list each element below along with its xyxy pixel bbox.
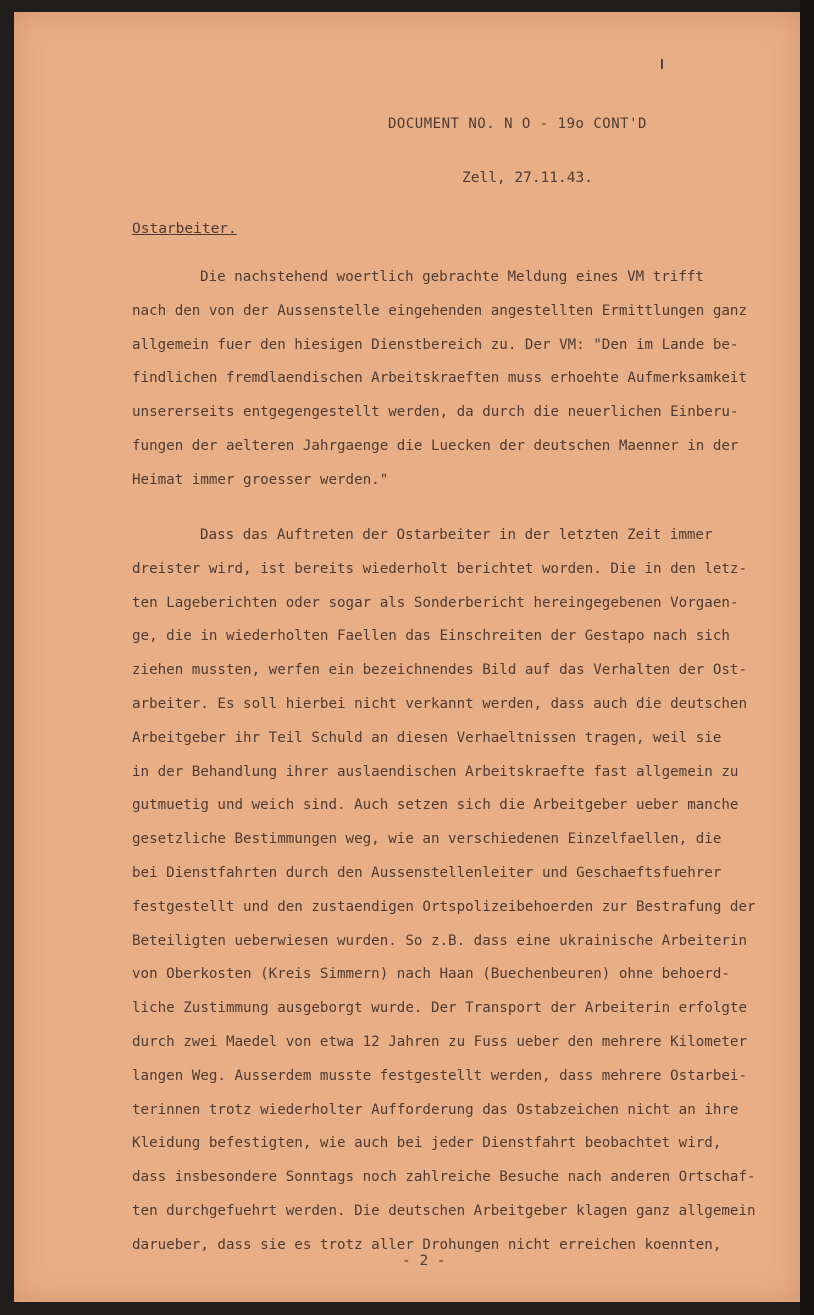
- text-line: Beteiligten ueberwiesen wurden. So z.B. dass eine ukrainische Arbeiterin: [132, 932, 747, 949]
- text-line: terinnen trotz wiederholter Aufforderung das Ostabzeichen nicht an ihre: [132, 1101, 739, 1118]
- text-line: findlichen fremdlaendischen Arbeitskraeften muss erhoehte Aufmerksamkeit: [132, 370, 747, 387]
- corner-mark: [661, 59, 663, 69]
- text-line: ten Lageberichten oder sogar als Sonderbericht hereingegebenen Vorgaen-: [132, 594, 739, 611]
- text-line: von Oberkosten (Kreis Simmern) nach Haan (Buechenbeuren) ohne behoerd-: [132, 966, 730, 983]
- text-line: unsererseits entgegengestellt werden, da durch die neuerlichen Einberu-: [132, 404, 739, 421]
- paragraph-1: [132, 261, 747, 498]
- text-line: fungen der aelteren Jahrgaenge die Luecken der deutschen Maenner in der: [132, 437, 739, 454]
- text-line: darueber, dass sie es trotz aller Drohungen nicht erreichen koennten,: [132, 1236, 722, 1253]
- paragraph-2: [132, 519, 756, 1263]
- text-line: gutmuetig und weich sind. Auch setzen sich die Arbeitgeber ueber manche: [132, 797, 739, 814]
- date-line: Zell, 27.11.43.: [462, 170, 593, 186]
- text-line: Dass das Auftreten der Ostarbeiter in der letzten Zeit immer: [200, 527, 713, 543]
- text-line: dass insbesondere Sonntags noch zahlreiche Besuche nach anderen Ortschaf-: [132, 1169, 756, 1186]
- text-line: durch zwei Maedel von etwa 12 Jahren zu Fuss ueber den mehrere Kilometer: [132, 1033, 747, 1050]
- text-line: ge, die in wiederholten Faellen das Einschreiten der Gestapo nach sich: [132, 628, 730, 645]
- text-line: nach den von der Aussenstelle eingehenden angestellten Ermittlungen ganz: [132, 302, 747, 319]
- text-line: langen Weg. Ausserdem musste festgestellt werden, dass mehrere Ostarbei-: [132, 1067, 747, 1084]
- text-line: Arbeitgeber ihr Teil Schuld an diesen Verhaeltnissen tragen, weil sie: [132, 729, 722, 746]
- text-line: ten durchgefuehrt werden. Die deutschen Arbeitgeber klagen ganz allgemein: [132, 1202, 756, 1219]
- scan-border: [800, 0, 814, 1315]
- page-number: - 2 -: [402, 1253, 446, 1269]
- text-line: dreister wird, ist bereits wiederholt berichtet worden. Die in den letz-: [132, 560, 747, 577]
- text-line: bei Dienstfahrten durch den Aussenstellenleiter und Geschaeftsfuehrer: [132, 864, 722, 881]
- text-line: allgemein fuer den hiesigen Dienstbereich zu. Der VM: "Den im Lande be-: [132, 336, 739, 353]
- section-heading: Ostarbeiter.: [132, 221, 237, 237]
- text-line: gesetzliche Bestimmungen weg, wie an verschiedenen Einzelfaellen, die: [132, 831, 722, 848]
- document-number: DOCUMENT NO. N O - 19o CONT'D: [388, 116, 647, 132]
- text-line: Heimat immer groesser werden.": [132, 471, 389, 488]
- text-line: liche Zustimmung ausgeborgt wurde. Der Transport der Arbeiterin erfolgte: [132, 1000, 747, 1017]
- document-page: [14, 12, 800, 1302]
- text-line: festgestellt und den zustaendigen Ortspolizeibehoerden zur Bestrafung der: [132, 898, 756, 915]
- text-line: Die nachstehend woertlich gebrachte Meldung eines VM trifft: [200, 269, 704, 285]
- text-line: ziehen mussten, werfen ein bezeichnendes Bild auf das Verhalten der Ost-: [132, 662, 747, 679]
- text-line: Kleidung befestigten, wie auch bei jeder Dienstfahrt beobachtet wird,: [132, 1135, 722, 1152]
- text-line: in der Behandlung ihrer auslaendischen Arbeitskraefte fast allgemein zu: [132, 763, 739, 780]
- text-line: arbeiter. Es soll hierbei nicht verkannt werden, dass auch die deutschen: [132, 695, 747, 712]
